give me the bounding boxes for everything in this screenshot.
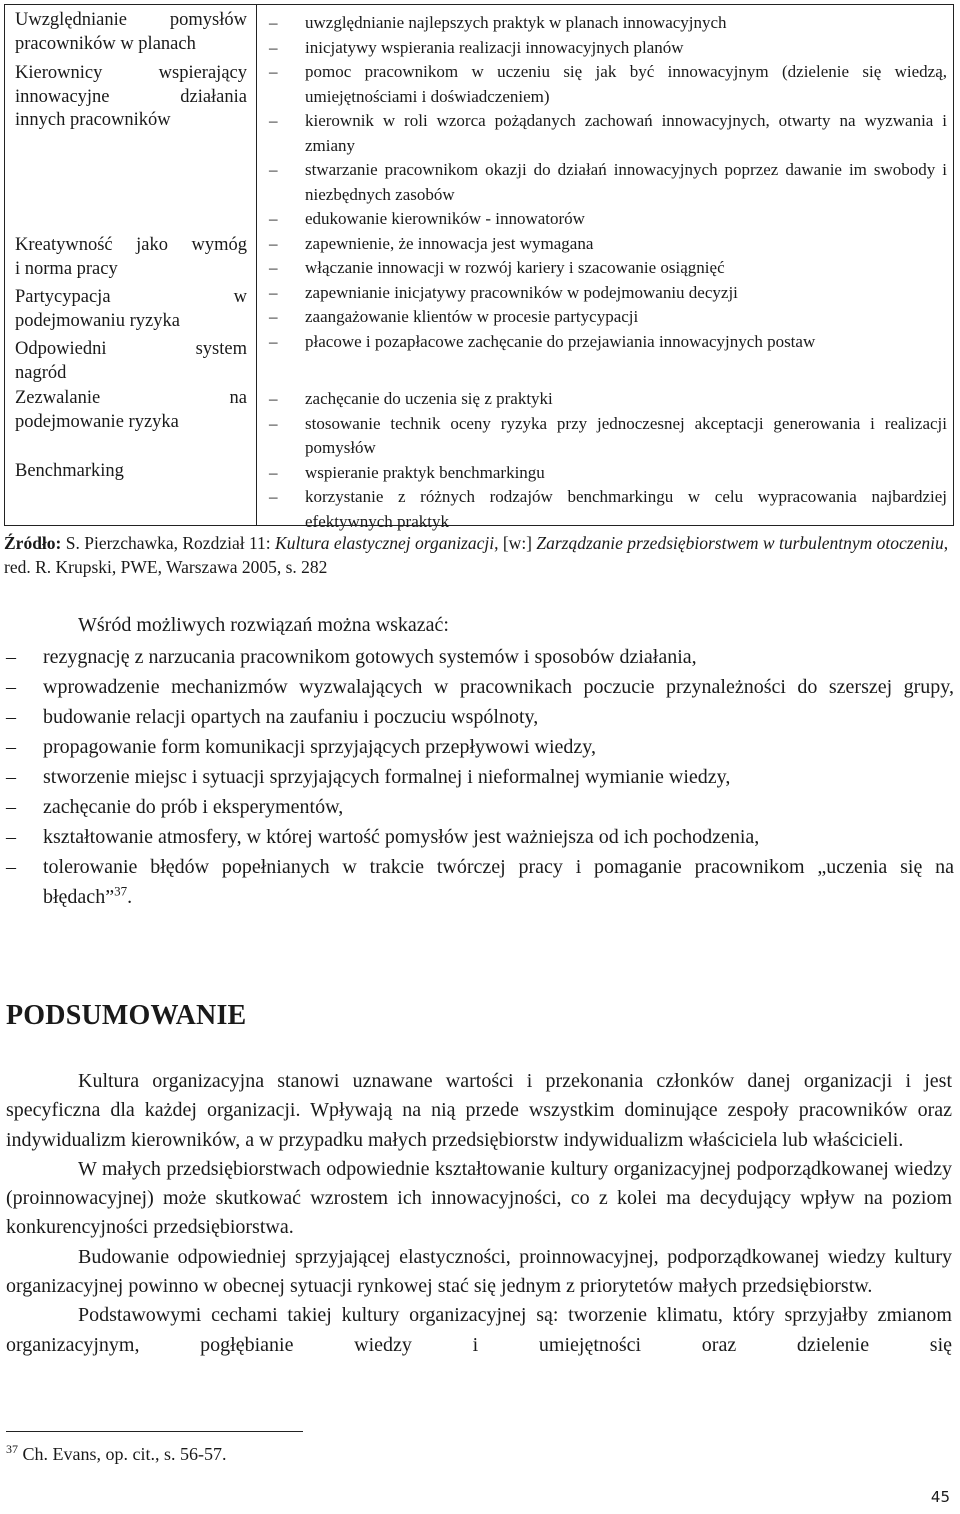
solutions-intro: Wśród możliwych rozwiązań można wskazać: [78,614,449,636]
table-column-divider [256,5,257,525]
summary-paragraph: Podstawowymi cechami takiej kultury organizacyjnej są: tworzenie klimatu, który sprzyjałby zmianom organizacyjnym, pogłębianie wiedzy i umiejętności oraz dzielenie się [6,1304,952,1356]
list-item: – zachęcanie do prób i eksperymentów, [4,792,954,822]
category-line: Odpowiedni system [15,339,247,359]
category-line: i norma pracy [15,258,118,279]
list-item [4,852,954,912]
practice-item: – edukowanie kierowników - innowatorów [267,207,947,232]
practice-item: – włączanie innowacji w rozwój kariery i szacowanie osiągnięć [267,256,947,281]
table-category [15,9,247,56]
table-practices [267,387,947,534]
practice-item: – zapewnianie inicjatywy pracowników w podejmowaniu decyzji [267,281,947,306]
footnote [6,1442,227,1466]
list-item: – rezygnację z narzucania pracownikom gotowych systemów i sposobów działania, [4,642,954,672]
category-line: innowacyjne działania [15,86,247,107]
list-item: – propagowanie form komunikacji sprzyjających przepływowi wiedzy, [4,732,954,762]
category-line: podejmowaniu ryzyka [15,310,180,331]
practice-item: – zaangażowanie klientów w procesie partycypacji [267,305,947,330]
footnote-reference: 37 [114,883,128,899]
practices-table [4,4,954,531]
practice-item: – płacowe i pozapłacowe zachęcanie do przejawiania innowacyjnych postaw [267,330,947,355]
summary-body [6,1067,952,1360]
summary-paragraph: W małych przedsiębiorstwach odpowiednie kształtowanie kultury organizacyjnej podporządkowanej wiedzy (proinnowacyjnej) może skutkować wzrostem ich innowacyjności, co z kolei ma decydujący wpływ na poziom konkurencyjności przedsiębiorstwa. [6,1157,952,1239]
practice-item: – zapewnienie, że innowacja jest wymagana [267,232,947,257]
summary-paragraph: Kultura organizacyjna stanowi uznawane wartości i przekonania członków danej organizacji i jest specyficzna dla każdej organizacji. Wpływają na nią przede wszystkim dominujące zespoły pracowników oraz indywidualizm kierowników, a w przypadku małych przedsiębiorstw indywidualizm właściciela lub właścicieli. [6,1070,952,1151]
table-category [15,460,247,484]
practice-item: – uwzględnianie najlepszych praktyk w planach innowacyjnych [267,11,947,36]
category-line: Partycypacja w [15,287,247,307]
source-prefix: Źródło: [4,533,62,553]
category-line: podejmowanie ryzyka [15,411,179,432]
summary-paragraph: Budowanie odpowiedniej sprzyjającej elastyczności, proinnowacyjnej, podporządkowanej wiedzy kultury organizacyjnej powinno w obecnej sytuacji rynkowej stać się jednym z priorytetów małych przedsiębiorstw. [6,1245,952,1298]
practice-item: – stwarzanie pracownikom okazji do działań innowacyjnych poprzez dawanie im swobody i niezbędnych zasobów [267,158,947,207]
footnote-number: 37 [6,1442,18,1456]
practice-item: – inicjatywy wspierania realizacji innowacyjnych planów [267,36,947,61]
table-category [15,286,247,333]
list-item: – wprowadzenie mechanizmów wyzwalających w pracownikach poczucie przynależności do szerszej grupy, [4,672,954,702]
table-category [15,62,247,133]
solutions-list [4,642,954,912]
list-item: – budowanie relacji opartych na zaufaniu i poczuciu wspólnoty, [4,702,954,732]
category-line: pracowników w planach [15,33,196,54]
category-line: Uwzględnianie pomysłów [15,10,247,30]
table-practices [267,11,947,354]
practice-item: – korzystanie z różnych rodzajów benchmarkingu w celu wypracowania najbardziej efektywnych praktyk [267,485,947,534]
category-line: Kreatywność jako wymóg [15,235,247,255]
list-item-tail: . [127,886,133,908]
list-item-text: tolerowanie błędów popełnianych w trakcie twórczej pracy i pomaganie pracownikom „uczenia się na błędach” [43,856,954,908]
category-line: Kierownicy wspierający [15,63,247,83]
practice-item: – wspieranie praktyk benchmarkingu [267,461,947,486]
practice-item: – pomoc pracownikom w uczeniu się jak być innowacyjnym (dzielenie się wiedzą, umiejętnościami i doświadczeniem) [267,60,947,109]
source-author: S. Pierzchawka, Rozdział 11: [61,533,276,553]
practice-item: – stosowanie technik oceny ryzyka przy jednoczesnej akceptacji generowania i realizacji pomysłów [267,412,947,461]
category-line: innych pracowników [15,110,171,130]
practice-item: – zachęcanie do uczenia się z praktyki [267,387,947,412]
table-source [4,532,954,579]
section-heading: PODSUMOWANIE [6,1000,247,1031]
footnote-text: Ch. Evans, op. cit., s. 56-57. [18,1444,227,1464]
page-number: 45 [930,1488,950,1506]
table-category [15,387,247,434]
practice-item: – kierownik w roli wzorca pożądanych zachowań innowacyjnych, otwarty na wyzwania i zmiany [267,109,947,158]
source-mid: , [w:] [494,533,537,553]
list-item: – stworzenie miejsc i sytuacji sprzyjających formalnej i nieformalnej wymianie wiedzy, [4,762,954,792]
category-line: Zezwalanie na [15,388,247,408]
table-category [15,234,247,281]
footnote-separator [6,1431,303,1432]
category-line: nagród [15,362,67,383]
source-rest: , red. R. Krupski, PWE, Warszawa 2005, s. 282 [4,533,949,577]
category-line: Benchmarking [15,461,124,481]
source-title-2: Zarządzanie przedsiębiorstwem w turbulentnym otoczeniu [536,533,944,553]
source-title-1: Kultura elastycznej organizacji [275,533,495,553]
table-category [15,338,247,385]
list-item: – kształtowanie atmosfery, w której wartość pomysłów jest ważniejsza od ich pochodzenia, [4,822,954,852]
